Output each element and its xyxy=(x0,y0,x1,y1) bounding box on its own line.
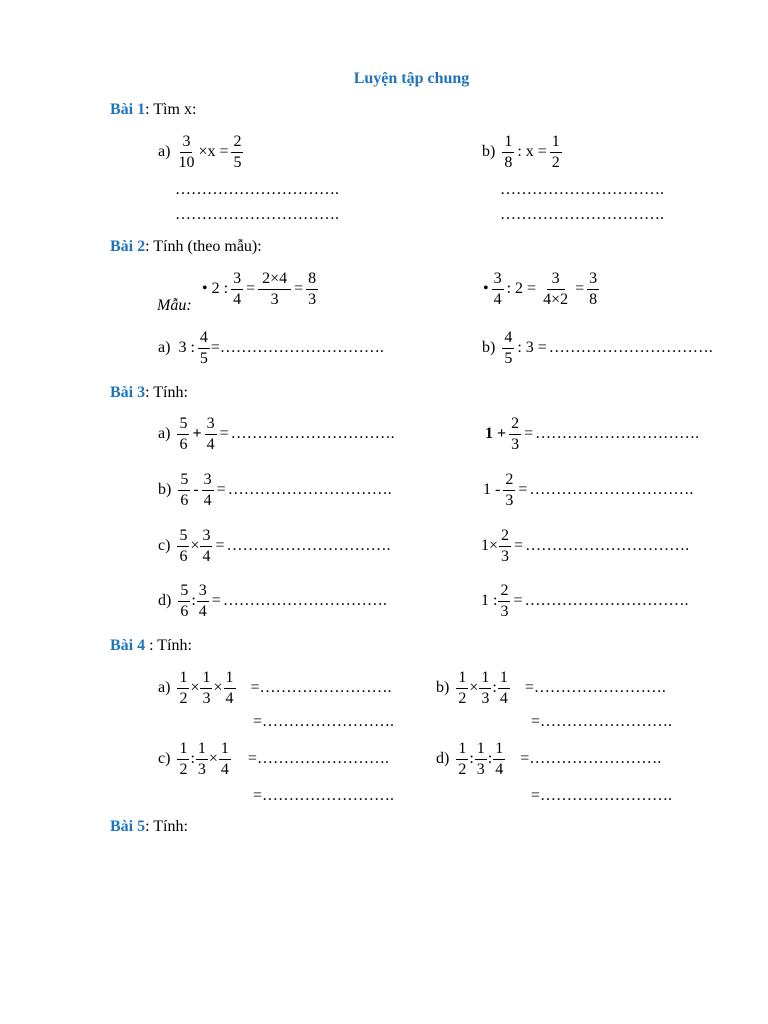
bai4-c xyxy=(158,740,389,778)
denominator: 4 xyxy=(493,290,502,308)
bai2-label: Bài 2 xyxy=(110,238,146,255)
equals: = xyxy=(216,481,226,499)
bai1-b xyxy=(482,133,563,171)
numerator: 8 xyxy=(306,270,318,290)
fraction xyxy=(177,133,195,171)
answer-line[interactable]: ……………………. xyxy=(262,713,395,730)
equals: = xyxy=(520,750,530,768)
bai2-b-label: b) xyxy=(482,339,496,357)
bai1-instruction: : Tìm x: xyxy=(145,101,197,118)
numerator: 2 xyxy=(498,582,510,602)
bai3-row-b xyxy=(158,471,392,509)
denominator: 4 xyxy=(202,547,211,565)
numerator: 5 xyxy=(178,471,190,491)
bai2-heading xyxy=(110,238,262,256)
row-label: b) xyxy=(158,481,172,499)
fraction xyxy=(587,270,599,308)
bai4-a-line2 xyxy=(253,713,394,731)
bai5-instruction: : Tính: xyxy=(145,818,188,835)
operand: 3 : xyxy=(178,339,195,357)
operator: : xyxy=(487,750,493,768)
bai3-row-a-right xyxy=(483,415,699,453)
denominator: 3 xyxy=(511,435,520,453)
answer-line[interactable]: ……………………. xyxy=(262,787,395,804)
bai5-heading xyxy=(110,818,188,836)
fraction xyxy=(177,740,189,778)
numerator: 1 xyxy=(177,740,189,760)
numerator: 3 xyxy=(492,270,504,290)
fraction xyxy=(205,415,217,453)
equals: = xyxy=(294,280,304,298)
fraction xyxy=(502,133,514,171)
operator: : xyxy=(492,679,497,697)
fraction xyxy=(202,471,214,509)
numerator: 1 xyxy=(224,669,236,689)
fraction xyxy=(178,471,190,509)
operator: : xyxy=(190,750,195,768)
numerator: 2 xyxy=(503,471,515,491)
denominator: 3 xyxy=(501,547,510,565)
answer-line[interactable]: …………………………. xyxy=(175,181,339,198)
answer-line[interactable]: …………………………. xyxy=(230,425,395,443)
fraction xyxy=(198,329,210,367)
numerator: 3 xyxy=(202,471,214,491)
fraction xyxy=(306,270,318,308)
bai3-row-c-right xyxy=(481,527,689,565)
bai1-a-label: a) xyxy=(158,143,171,161)
fraction xyxy=(503,471,515,509)
equals: = xyxy=(211,592,221,610)
operator: - xyxy=(193,481,199,499)
denominator: 6 xyxy=(180,602,189,620)
denominator: 3 xyxy=(197,760,206,778)
bai2-a xyxy=(158,329,384,367)
row-label: d) xyxy=(158,592,172,610)
fraction xyxy=(492,270,504,308)
bullet: • xyxy=(483,280,489,298)
operator: : xyxy=(191,592,196,610)
bai3-row-a xyxy=(158,415,395,453)
operand: 1 : xyxy=(481,592,498,610)
bai4-d xyxy=(436,740,661,778)
answer-line[interactable]: …………………………. xyxy=(219,339,384,357)
bai2-example-1 xyxy=(200,270,319,308)
denominator: 3 xyxy=(476,760,485,778)
numerator: 1 xyxy=(498,669,510,689)
denominator: 5 xyxy=(233,153,242,171)
numerator: 1 xyxy=(177,669,189,689)
bai1-heading xyxy=(110,101,196,119)
numerator: 4 xyxy=(502,329,514,349)
denominator: 4 xyxy=(495,760,504,778)
answer-line[interactable]: …………………………. xyxy=(227,481,392,499)
fraction xyxy=(177,415,189,453)
denominator: 4 xyxy=(220,760,229,778)
operator: × xyxy=(190,537,200,555)
fraction xyxy=(479,669,491,707)
answer-line[interactable]: ……………………. xyxy=(533,679,666,697)
denominator: 4 xyxy=(499,689,508,707)
fraction xyxy=(498,669,510,707)
numerator: 3 xyxy=(180,133,192,153)
bullet: • xyxy=(202,280,208,298)
answer-line[interactable]: …………………………. xyxy=(525,537,690,555)
operand: 2 : xyxy=(211,280,229,298)
equals: = xyxy=(215,537,225,555)
bai4-b-line2 xyxy=(531,713,672,731)
equals: = xyxy=(531,713,541,730)
denominator: 3 xyxy=(202,689,211,707)
bai1-b-label: b) xyxy=(482,143,496,161)
bai4-label: Bài 4 xyxy=(110,637,146,654)
numerator: 2×4 xyxy=(258,270,291,290)
numerator: 1 xyxy=(493,740,505,760)
denominator: 8 xyxy=(504,153,513,171)
fraction xyxy=(456,669,468,707)
bai3-row-d xyxy=(158,582,387,620)
bai3-heading xyxy=(110,384,188,402)
operator: × xyxy=(190,679,200,697)
denominator: 4 xyxy=(225,689,234,707)
numerator: 3 xyxy=(200,527,212,547)
numerator: 1 xyxy=(219,740,231,760)
operand: 1 + xyxy=(485,425,507,443)
mau-label: Mẫu: xyxy=(157,297,192,314)
bai3-row-b-right xyxy=(481,471,693,509)
bai2-example-2 xyxy=(481,270,600,308)
numerator: 5 xyxy=(177,527,189,547)
bai4-instruction: : Tính: xyxy=(145,637,192,654)
answer-line[interactable]: …………………………. xyxy=(535,425,700,443)
numerator: 3 xyxy=(205,415,217,435)
operator: : xyxy=(469,750,474,768)
equals: = xyxy=(524,425,534,443)
answer-line[interactable]: …………………………. xyxy=(529,481,694,499)
operator: ×x = xyxy=(198,143,229,161)
answer-line[interactable]: ……………………. xyxy=(529,750,662,768)
bai4-b xyxy=(436,669,666,707)
bai3-row-d-right xyxy=(481,582,688,620)
fraction xyxy=(196,740,208,778)
numerator: 2 xyxy=(509,415,521,435)
equals: = xyxy=(253,787,263,804)
fraction xyxy=(200,669,212,707)
equals: = xyxy=(531,787,541,804)
answer-line[interactable]: …………………………. xyxy=(226,537,391,555)
bai5-label: Bài 5 xyxy=(110,818,146,835)
operand: 1× xyxy=(481,537,499,555)
numerator: 1 xyxy=(456,740,468,760)
fraction xyxy=(197,582,209,620)
denominator: 3 xyxy=(270,290,279,308)
row-label: c) xyxy=(158,537,171,555)
fraction xyxy=(219,740,231,778)
equals: = xyxy=(253,713,263,730)
fraction xyxy=(224,669,236,707)
fraction xyxy=(498,582,510,620)
equals: = xyxy=(575,280,585,298)
page-title: Luyện tập chung xyxy=(353,70,470,87)
numerator: 1 xyxy=(200,669,212,689)
bai4-d-line2 xyxy=(531,787,672,805)
row-label: d) xyxy=(436,750,450,768)
fraction xyxy=(177,527,189,565)
row-label: c) xyxy=(158,750,171,768)
numerator: 1 xyxy=(475,740,487,760)
numerator: 5 xyxy=(177,415,189,435)
fraction xyxy=(231,270,243,308)
bai4-a xyxy=(158,669,392,707)
fraction xyxy=(200,527,212,565)
denominator: 4 xyxy=(203,491,212,509)
equals: = xyxy=(518,481,528,499)
bai2-a-label: a) xyxy=(158,339,171,357)
equals: = xyxy=(246,280,256,298)
fraction xyxy=(475,740,487,778)
denominator: 4 xyxy=(233,290,242,308)
numerator: 1 xyxy=(550,133,562,153)
bai2-b xyxy=(482,329,713,367)
fraction xyxy=(456,740,468,778)
numerator: 4 xyxy=(198,329,210,349)
fraction xyxy=(502,329,514,367)
denominator: 4 xyxy=(206,435,215,453)
bai2-instruction: : Tính (theo mẫu): xyxy=(145,238,262,255)
denominator: 5 xyxy=(504,349,513,367)
denominator: 2 xyxy=(458,689,467,707)
answer-line[interactable]: ……………………. xyxy=(256,750,389,768)
fraction xyxy=(509,415,521,453)
denominator: 6 xyxy=(179,435,188,453)
equals: = xyxy=(513,592,523,610)
fraction xyxy=(258,270,291,308)
denominator: 2 xyxy=(551,153,560,171)
row-label: a) xyxy=(158,679,171,697)
denominator: 6 xyxy=(180,491,189,509)
answer-line[interactable]: …………………………. xyxy=(175,206,339,223)
denominator: 8 xyxy=(589,290,598,308)
bai4-heading xyxy=(110,637,192,655)
operator: : 3 = xyxy=(517,339,547,357)
equals: = xyxy=(210,339,220,357)
fraction xyxy=(493,740,505,778)
equals: = xyxy=(524,679,534,697)
fraction xyxy=(539,270,572,308)
row-label: a) xyxy=(158,425,171,443)
denominator: 2 xyxy=(179,689,188,707)
bai3-instruction: : Tính: xyxy=(145,384,188,401)
row-label: b) xyxy=(436,679,450,697)
equals: = xyxy=(514,537,524,555)
operator: × xyxy=(208,750,218,768)
operand: 1 - xyxy=(483,481,501,499)
denominator: 3 xyxy=(505,491,514,509)
numerator: 1 xyxy=(502,133,514,153)
answer-line[interactable]: ……………………. xyxy=(540,787,673,804)
fraction xyxy=(231,133,243,171)
denominator: 4×2 xyxy=(543,290,569,308)
answer-line[interactable]: ……………………. xyxy=(540,713,673,730)
bai3-label: Bài 3 xyxy=(110,384,146,401)
equals: = xyxy=(250,679,260,697)
numerator: 1 xyxy=(479,669,491,689)
answer-line[interactable]: …………………………. xyxy=(500,181,664,198)
denominator: 3 xyxy=(308,290,317,308)
bai1-label: Bài 1 xyxy=(110,101,146,118)
answer-line[interactable]: ……………………. xyxy=(259,679,392,697)
answer-line[interactable]: …………………………. xyxy=(524,592,689,610)
numerator: 2 xyxy=(499,527,511,547)
answer-line[interactable]: …………………………. xyxy=(500,206,664,223)
numerator: 3 xyxy=(547,270,565,290)
denominator: 2 xyxy=(458,760,467,778)
numerator: 1 xyxy=(196,740,208,760)
denominator: 10 xyxy=(178,153,195,171)
answer-line[interactable]: …………………………. xyxy=(548,339,713,357)
answer-line[interactable]: …………………………. xyxy=(222,592,387,610)
bai1-a xyxy=(158,133,244,171)
denominator: 6 xyxy=(179,547,188,565)
equals: = xyxy=(247,750,257,768)
bai3-row-c xyxy=(158,527,391,565)
numerator: 3 xyxy=(587,270,599,290)
denominator: 3 xyxy=(500,602,509,620)
fraction xyxy=(177,669,189,707)
numerator: 5 xyxy=(178,582,190,602)
equals: = xyxy=(219,425,229,443)
numerator: 3 xyxy=(197,582,209,602)
fraction xyxy=(499,527,511,565)
numerator: 1 xyxy=(456,669,468,689)
operator: : 2 = xyxy=(506,280,537,298)
denominator: 5 xyxy=(199,349,208,367)
denominator: 2 xyxy=(179,760,188,778)
fraction xyxy=(178,582,190,620)
fraction xyxy=(550,133,562,171)
denominator: 3 xyxy=(481,689,490,707)
numerator: 3 xyxy=(231,270,243,290)
operator: × xyxy=(213,679,223,697)
operator: + xyxy=(192,425,202,443)
operator: × xyxy=(469,679,479,697)
numerator: 2 xyxy=(231,133,243,153)
operator: : x = xyxy=(517,143,547,161)
denominator: 4 xyxy=(198,602,207,620)
bai4-c-line2 xyxy=(253,787,394,805)
